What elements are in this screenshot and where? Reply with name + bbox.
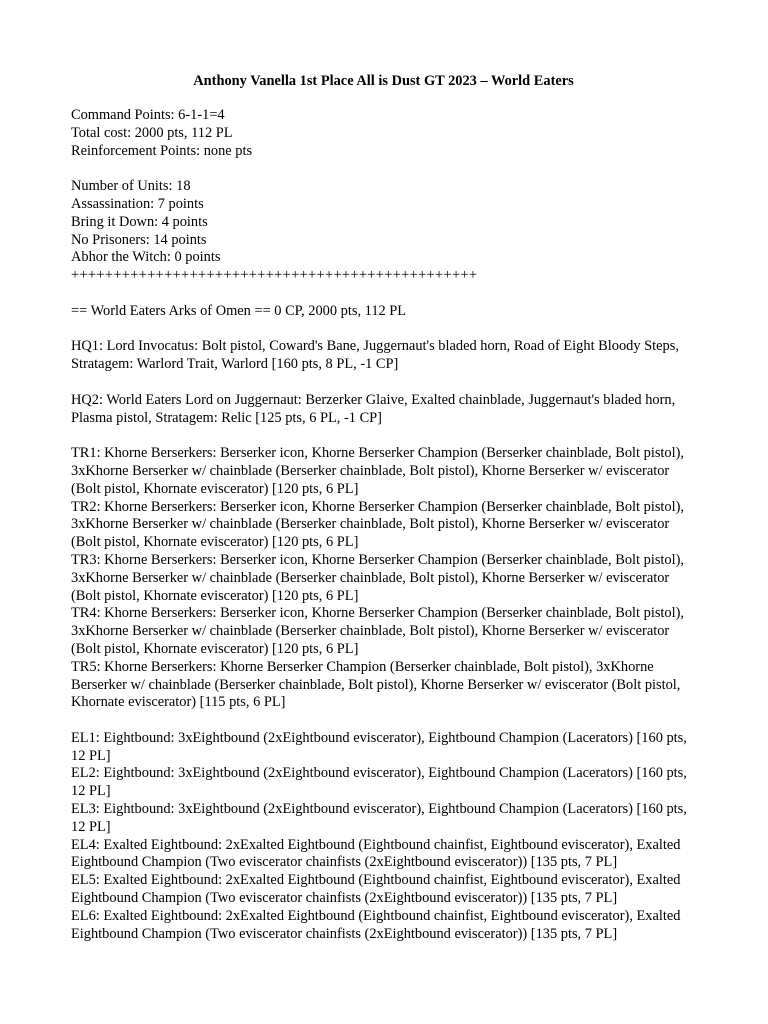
troops-entry: TR2: Khorne Berserkers: Berserker icon, Khorne Berserker Champion (Berserker chainblade, Bolt pistol), 3xKhorne Berserker w/ chainblade (Berserker chainblade, Bolt pistol), Khorne Berserker w/ eviscerator (Bolt pistol, Khornate eviscerator) [120 pts, 6 PL] xyxy=(71,498,685,551)
spacer xyxy=(71,374,696,392)
spacer xyxy=(71,321,696,339)
total-cost-line: Total cost: 2000 pts, 112 PL xyxy=(71,124,233,141)
troops-entry: TR1: Khorne Berserkers: Berserker icon, Khorne Berserker Champion (Berserker chainblade, Bolt pistol), 3xKhorne Berserker w/ chainblade (Berserker chainblade, Bolt pistol), Khorne Berserker w/ eviscerator (Bolt pistol, Khornate eviscerator) [120 pts, 6 PL] xyxy=(71,445,685,497)
no-prisoners-line: No Prisoners: 14 points xyxy=(71,231,207,248)
reinforcement-points-line: Reinforcement Points: none pts xyxy=(71,142,253,159)
hq-entry: HQ2: World Eaters Lord on Juggernaut: Berzerker Glaive, Exalted chainblade, Juggernaut's bladed horn, Plasma pistol, Stratagem: Relic [125 pts, 6 PL, -1 CP] xyxy=(71,391,676,426)
elites-entry: EL5: Exalted Eightbound: 2xExalted Eightbound (Eightbound chainfist, Eightbound eviscerator), Exalted Eightbound Champion (Two eviscerator chainfists (2xEightbound eviscerator)) [135 pts, 7 PL] xyxy=(71,872,681,907)
troops-section xyxy=(71,445,696,712)
plus-divider: ++++++++++++++++++++++++++++++++++++++++++++++++ xyxy=(71,267,478,284)
troops-entry: TR5: Khorne Berserkers: Khorne Berserker Champion (Berserker chainblade, Bolt pistol), 3xKhorne Berserker w/ chainblade (Berserker chainblade, Bolt pistol), Khorne Berserker w/ eviscerator (Bolt pistol, Khornate eviscerator) [115 pts, 6 PL] xyxy=(71,658,681,711)
spacer xyxy=(71,285,696,303)
elites-section xyxy=(71,730,696,944)
detachment-header: == World Eaters Arks of Omen == 0 CP, 2000 pts, 112 PL xyxy=(71,302,407,319)
troops-entry: TR4: Khorne Berserkers: Berserker icon, Khorne Berserker Champion (Berserker chainblade, Bolt pistol), 3xKhorne Berserker w/ chainblade (Berserker chainblade, Bolt pistol), Khorne Berserker w/ eviscerator (Bolt pistol, Khornate eviscerator) [120 pts, 6 PL] xyxy=(71,605,685,657)
spacer xyxy=(71,160,696,178)
elites-entry: EL2: Eightbound: 3xEightbound (2xEightbound eviscerator), Eightbound Champion (Lacerators) [160 pts, 12 PL] xyxy=(71,765,687,800)
command-points-line: Command Points: 6-1-1=4 xyxy=(71,107,225,123)
spacer xyxy=(71,427,696,445)
elites-entry: EL3: Eightbound: 3xEightbound (2xEightbound eviscerator), Eightbound Champion (Lacerators) [160 pts, 12 PL] xyxy=(71,801,687,835)
hq-section xyxy=(71,338,696,427)
stats-section xyxy=(71,178,696,285)
number-of-units-line: Number of Units: 18 xyxy=(71,178,191,195)
summary-section xyxy=(71,107,696,160)
abhor-the-witch-line: Abhor the Witch: 0 points xyxy=(71,249,221,266)
assassination-line: Assassination: 7 points xyxy=(71,195,204,212)
hq-entry: HQ1: Lord Invocatus: Bolt pistol, Coward's Bane, Juggernaut's bladed horn, Road of Eight Bloody Steps, Stratagem: Warlord Trait, Warlord [160 pts, 8 PL, -1 CP] xyxy=(71,338,679,373)
troops-entry: TR3: Khorne Berserkers: Berserker icon, Khorne Berserker Champion (Berserker chainblade, Bolt pistol), 3xKhorne Berserker w/ chainblade (Berserker chainblade, Bolt pistol), Khorne Berserker w/ eviscerator (Bolt pistol, Khornate eviscerator) [120 pts, 6 PL] xyxy=(71,551,685,604)
spacer xyxy=(71,712,696,730)
elites-entry: EL1: Eightbound: 3xEightbound (2xEightbound eviscerator), Eightbound Champion (Lacerators) [160 pts, 12 PL] xyxy=(71,729,687,764)
elites-entry: EL4: Exalted Eightbound: 2xExalted Eightbound (Eightbound chainfist, Eightbound eviscerator), Exalted Eightbound Champion (Two eviscerator chainfists (2xEightbound eviscerator)) [135 pts, 7 PL] xyxy=(71,836,681,871)
document-title: Anthony Vanella 1st Place All is Dust GT 2023 – World Eaters xyxy=(193,73,574,89)
bring-it-down-line: Bring it Down: 4 points xyxy=(71,213,208,230)
elites-entry: EL6: Exalted Eightbound: 2xExalted Eightbound (Eightbound chainfist, Eightbound eviscerator), Exalted Eightbound Champion (Two eviscerator chainfists (2xEightbound eviscerator)) [135 pts, 7 PL] xyxy=(71,907,681,942)
